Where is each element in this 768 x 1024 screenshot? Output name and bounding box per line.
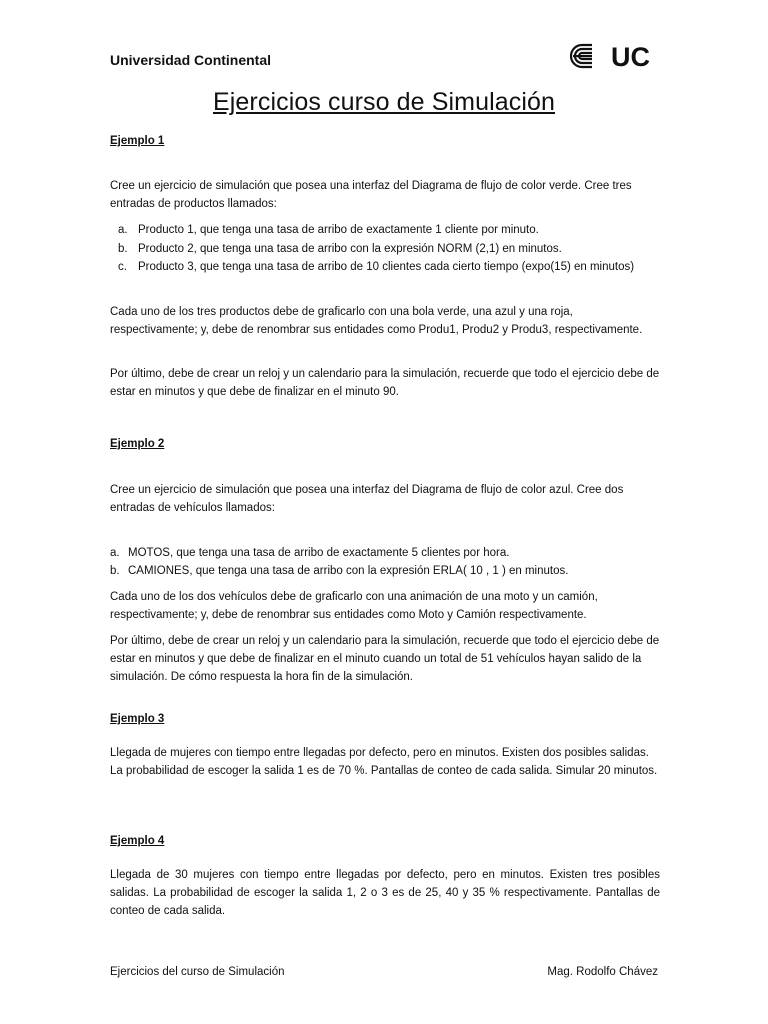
list-item-text: Producto 2, que tenga una tasa de arribo con la expresión NORM (2,1) en minutos.	[138, 243, 562, 255]
list-marker: a.	[118, 224, 128, 236]
list-item-text: Producto 3, que tenga una tasa de arribo de 10 clientes cada cierto tiempo (expo(15) en minutos)	[138, 261, 635, 273]
list-item	[110, 240, 660, 258]
footer-author: Mag. Rodolfo Chávez	[547, 966, 658, 978]
footer-course: Ejercicios del curso de Simulación	[110, 966, 285, 978]
ejemplo-2-paragraph-3: Por último, debe de crear un reloj y un calendario para la simulación, recuerde que todo el ejercicio debe de estar en minutos y que debe de finalizar en el minuto cuando un total de 51 vehículos hayan salido de la simulación. De cómo respuesta la hora fin de la simulación.	[110, 635, 660, 683]
uc-logo-text: UC	[611, 42, 650, 70]
university-name: Universidad Continental	[110, 52, 272, 68]
uc-logo	[570, 42, 662, 70]
list-item	[110, 562, 660, 580]
list-marker: b.	[110, 565, 120, 577]
list-marker: b.	[118, 243, 128, 255]
ejemplo-1-paragraph-3: Por último, debe de crear un reloj y un calendario para la simulación, recuerde que todo el ejercicio debe de estar en minutos y que debe de finalizar en el minuto 90.	[110, 368, 660, 398]
list-item-text: CAMIONES, que tenga una tasa de arribo con la expresión ERLA( 10 , 1 ) en minutos.	[128, 565, 569, 577]
ejemplo-3-heading: Ejemplo 3	[110, 713, 165, 725]
uc-logo-icon	[570, 42, 662, 70]
list-item-text: MOTOS, que tenga una tasa de arribo de exactamente 5 clientes por hora.	[128, 547, 510, 559]
ejemplo-2-intro: Cree un ejercicio de simulación que posea una interfaz del Diagrama de flujo de color azul. Cree dos entradas de vehículos llamados:	[110, 484, 624, 514]
ejemplo-3-text: Llegada de mujeres con tiempo entre llegadas por defecto, pero en minutos. Existen dos posibles salidas. La probabilidad de escoger la salida 1 es de 70 %. Pantallas de conteo de cada salida. Simular 20 minutos.	[110, 747, 658, 777]
list-item	[110, 221, 660, 239]
ejemplo-1-paragraph-2: Cada uno de los tres productos debe de graficarlo con una bola verde, una azul y una roja, respectivamente; y, debe de renombrar sus entidades como Produ1, Produ2 y Produ3, respectivamente.	[110, 306, 643, 336]
list-item	[110, 544, 660, 562]
list-item	[110, 258, 660, 276]
ejemplo-4-text: Llegada de 30 mujeres con tiempo entre llegadas por defecto, pero en minutos. Existen tres posibles salidas. La probabilidad de escoger la salida 1, 2 o 3 es de 25, 40 y 35 % respectivamente. Pantallas de conteo de cada salida.	[110, 869, 660, 917]
ejemplo-1-intro: Cree un ejercicio de simulación que posea una interfaz del Diagrama de flujo de color verde. Cree tres entradas de productos llamados:	[110, 180, 632, 210]
ejemplo-2-heading: Ejemplo 2	[110, 438, 165, 450]
ejemplo-1-heading: Ejemplo 1	[110, 135, 165, 147]
page-title: Ejercicios curso de Simulación	[212, 88, 556, 116]
ejemplo-2-paragraph-2: Cada uno de los dos vehículos debe de graficarlo con una animación de una moto y un camión, respectivamente; y, debe de renombrar sus entidades como Moto y Camión respectivamente.	[110, 591, 598, 621]
list-marker: c.	[118, 261, 127, 273]
list-marker: a.	[110, 547, 120, 559]
ejemplo-4-heading: Ejemplo 4	[110, 835, 165, 847]
list-item-text: Producto 1, que tenga una tasa de arribo de exactamente 1 cliente por minuto.	[138, 224, 539, 236]
